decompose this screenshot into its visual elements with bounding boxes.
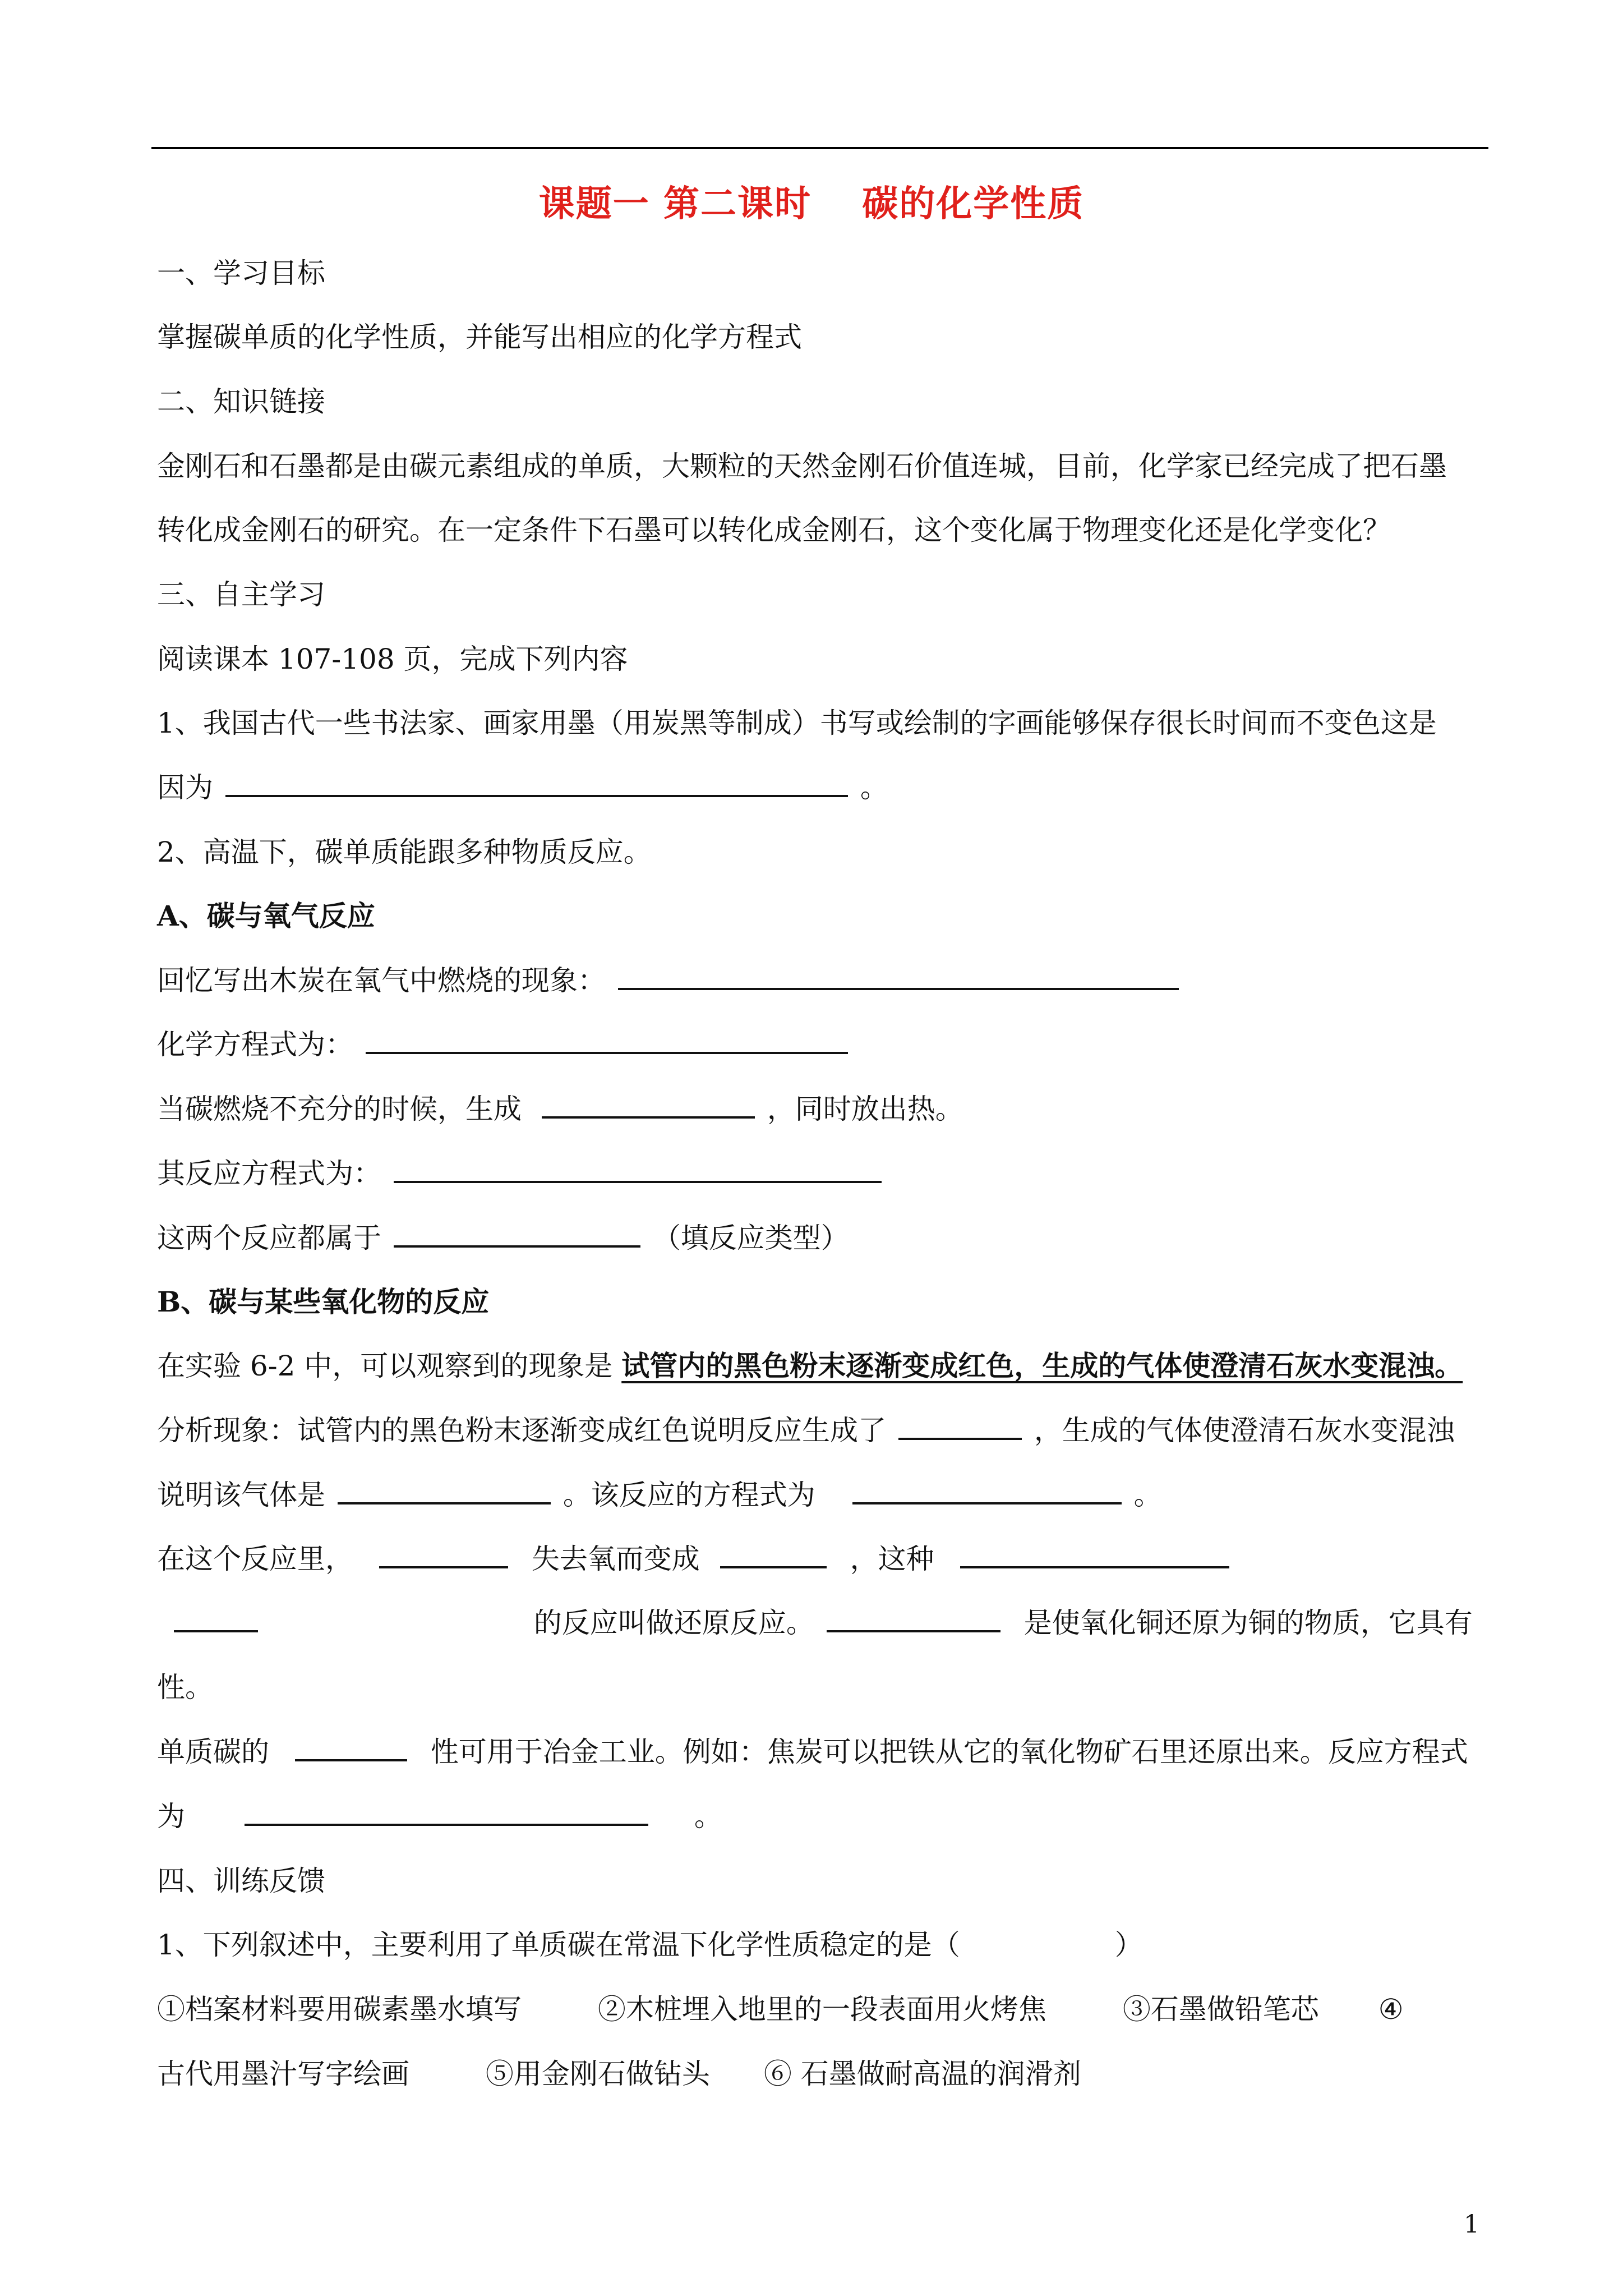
answer-blank[interactable] [542, 1089, 755, 1119]
subsection-b-heading: B、碳与某些氧化物的反应 [157, 1285, 490, 1318]
answer-blank[interactable] [827, 1603, 1000, 1632]
practice-options-line-1 [157, 1990, 1404, 2029]
b-line-7-text: 单质碳的 [157, 1736, 269, 1768]
a-line-3 [157, 1089, 963, 1129]
option-1: ①档案材料要用碳素墨水填写 [157, 1993, 522, 2026]
answer-blank[interactable] [898, 1411, 1022, 1440]
practice-question-1 [157, 1925, 1143, 1964]
answer-blank[interactable] [394, 1154, 882, 1183]
answer-blank[interactable] [338, 1475, 551, 1504]
b-line-1-answer: 试管内的黑色粉末逐渐变成红色，生成的气体使澄清石灰水变混浊。 [621, 1349, 1463, 1382]
goals-text: 掌握碳单质的化学性质，并能写出相应的化学方程式 [157, 321, 802, 353]
a-line-1-text: 回忆写出木炭在氧气中燃烧的现象： [157, 964, 606, 997]
practice-options-line-2 [157, 2054, 1081, 2093]
a-line-2 [157, 1025, 851, 1064]
b-line-7-end: 性可用于冶金工业。例如：焦炭可以把铁从它的氧化物矿石里还原出来。反应方程式 [430, 1736, 1468, 1768]
option-2: ②木桩埋入地里的一段表面用火烤焦 [597, 1993, 1046, 2026]
answer-blank[interactable] [245, 1797, 648, 1826]
links-paragraph-line-2: 转化成金刚石的研究。在一定条件下石墨可以转化成金刚石，这个变化属于物理变化还是化学变化？ [157, 514, 1391, 546]
answer-blank[interactable] [379, 1539, 508, 1568]
links-paragraph-line-1: 金刚石和石墨都是由碳元素组成的单质，大颗粒的天然金刚石价值连城，目前，化学家已经完成了把石墨 [157, 450, 1447, 482]
answer-blank[interactable] [366, 1025, 848, 1054]
b-line-5 [157, 1603, 1473, 1642]
answer-blank[interactable] [174, 1603, 258, 1632]
section-heading-practice: 四、训练反馈 [157, 1865, 325, 1897]
b-line-2-text: 分析现象：试管内的黑色粉末逐渐变成红色说明反应生成了 [157, 1414, 886, 1447]
option-5: ⑤用金刚石做钻头 [485, 2058, 710, 2090]
practice-question-1-text: 1、下列叙述中，主要利用了单质碳在常温下化学性质稳定的是（ [157, 1929, 960, 1961]
a-line-3-text: 当碳燃烧不充分的时候，生成 [157, 1093, 522, 1125]
practice-question-1-close: ） [1114, 1929, 1143, 1961]
a-line-5-text: 这两个反应都属于 [157, 1222, 381, 1254]
page-number: 1 [1464, 2210, 1479, 2239]
subsection-a-heading: A、碳与氧气反应 [157, 899, 375, 932]
answer-blank[interactable] [295, 1732, 407, 1761]
b-line-5-text: 的反应叫做还原反应。 [533, 1607, 814, 1639]
b-line-3-mid: 。该反应的方程式为 [562, 1479, 815, 1511]
answer-blank[interactable] [618, 961, 1179, 990]
a-line-5-end: （填反应类型） [652, 1222, 849, 1254]
a-line-3-end: ，同时放出热。 [767, 1093, 963, 1125]
header-rule [151, 147, 1488, 149]
b-line-1-text: 在实验 6-2 中，可以观察到的现象是 [157, 1350, 613, 1382]
question-2: 2、高温下，碳单质能跟多种物质反应。 [157, 836, 652, 868]
section-heading-self-study: 三、自主学习 [157, 578, 325, 611]
self-study-intro: 阅读课本 107-108 页，完成下列内容 [157, 643, 628, 675]
b-line-2-end: ，生成的气体使澄清石灰水变混浊 [1034, 1414, 1455, 1447]
answer-blank[interactable] [852, 1475, 1122, 1504]
b-line-4 [157, 1539, 1233, 1579]
a-line-1 [157, 961, 1182, 1000]
answer-blank[interactable] [394, 1218, 640, 1248]
b-line-3 [157, 1475, 1162, 1515]
a-line-4-text: 其反应方程式为： [157, 1157, 381, 1190]
a-line-2-text: 化学方程式为： [157, 1028, 353, 1061]
section-heading-links: 二、知识链接 [157, 385, 325, 418]
b-line-4-text: 在这个反应里， [157, 1543, 353, 1575]
a-line-4 [157, 1154, 885, 1193]
option-6: ⑥ 石墨做耐高温的润滑剂 [763, 2058, 1081, 2090]
b-line-2 [157, 1411, 1455, 1450]
option-3: ③石墨做铅笔芯 [1122, 1993, 1319, 2026]
option-4: 古代用墨汁写字绘画 [157, 2058, 409, 2090]
b-line-3-text: 说明该气体是 [157, 1479, 325, 1511]
answer-blank[interactable] [720, 1539, 827, 1568]
answer-blank[interactable] [225, 768, 848, 797]
b-line-8-end: 。 [694, 1800, 722, 1833]
question-1-end: 。 [860, 771, 888, 804]
b-line-3-end: 。 [1133, 1479, 1162, 1511]
b-line-6: 性。 [157, 1671, 213, 1704]
b-line-7 [157, 1732, 1468, 1772]
option-4-marker: ④ [1378, 1993, 1404, 2026]
b-line-8-text: 为 [157, 1800, 185, 1833]
b-line-4-mid-2: ，这种 [850, 1543, 934, 1575]
b-line-8 [157, 1797, 722, 1836]
section-heading-goals: 一、学习目标 [157, 257, 325, 289]
a-line-5 [157, 1218, 849, 1258]
question-1-line-2 [157, 768, 888, 807]
question-1-prefix: 因为 [157, 771, 213, 804]
b-line-5-end: 是使氧化铜还原为铜的物质，它具有 [1023, 1607, 1473, 1639]
b-line-1 [157, 1346, 1463, 1386]
answer-blank[interactable] [960, 1539, 1229, 1568]
b-line-4-mid: 失去氧而变成 [531, 1543, 700, 1575]
page-title: 课题一 第二课时 碳的化学性质 [538, 183, 1085, 225]
question-1-line-1: 1、我国古代一些书法家、画家用墨（用炭黑等制成）书写或绘制的字画能够保存很长时间而不变色这是 [157, 707, 1437, 739]
